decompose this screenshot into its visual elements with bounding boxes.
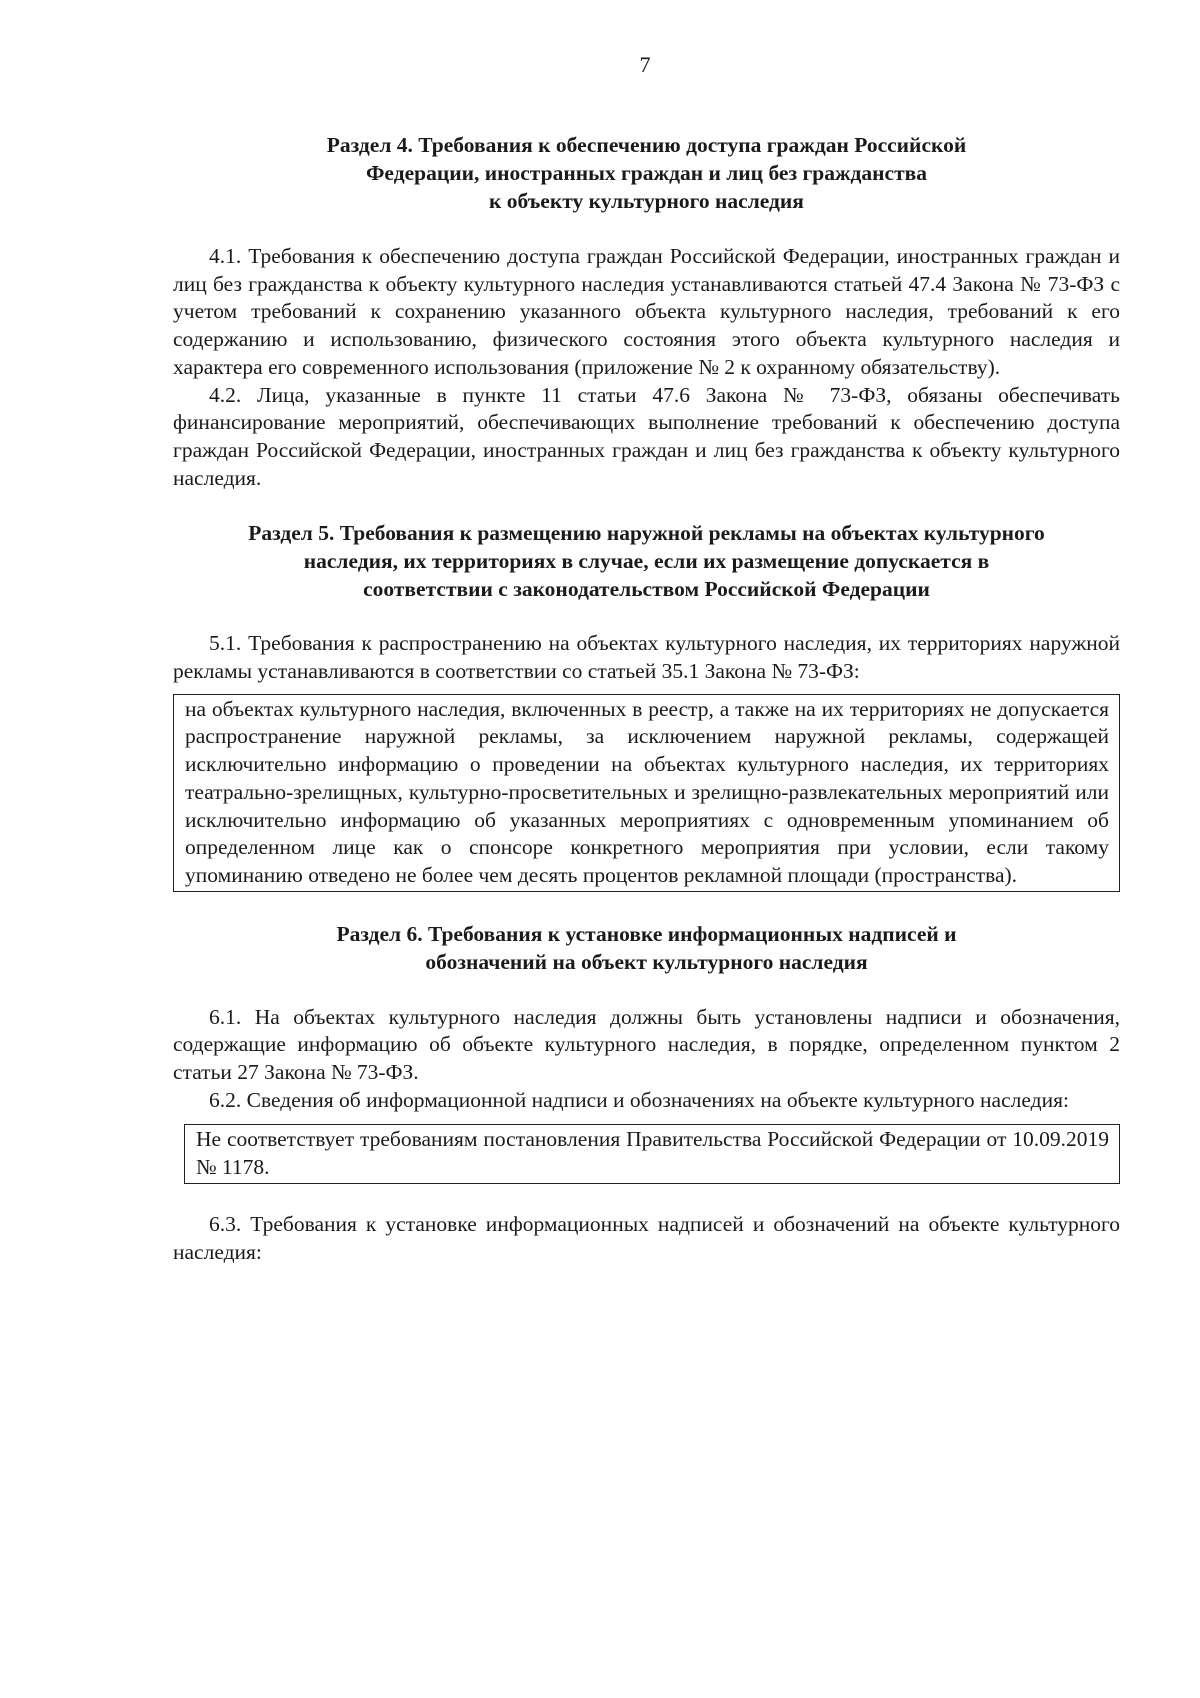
section-6-title-line: Раздел 6. Требования к установке информационных надписей и: [336, 921, 957, 946]
advertising-rule-box: на объектах культурного наследия, включенных в реестр, а также на их территориях не допускается распространение наружной рекламы, за исключением наружной рекламы, содержащей исключительно информацию о проведении на объектах культурного наследия, их территориях театрально-зрелищных, культурно-просветительных и зрелищно-развлекательных мероприятий или исключительно информацию об указанных мероприятиях с одновременным упоминанием об определенном лице как о спонсоре конкретного мероприятия при условии, если такому упоминанию отведено не более чем десять процентов рекламной площади (пространства).: [173, 694, 1120, 892]
paragraph-6-1: 6.1. На объектах культурного наследия должны быть установлены надписи и обозначения, содержащие информацию об объекте культурного наследия, в порядке, определенном пунктом 2 статьи 27 Закона № 73-ФЗ.: [173, 1004, 1120, 1085]
section-5-title-line: наследия, их территориях в случае, если их размещение допускается в: [303, 549, 990, 574]
section-4-title: [173, 131, 1120, 215]
section-5-title-line: соответствии с законодательством Российской Федерации: [363, 577, 930, 602]
section-4-title-line: Раздел 4. Требования к обеспечению доступа граждан Российской: [326, 133, 967, 157]
paragraph-4-2: 4.2. Лица, указанные в пункте 11 статьи 47.6 Закона № 73-ФЗ, обязаны обеспечивать финансирование мероприятий, обеспечивающих выполнение требований к обеспечению доступа граждан Российской Федерации, иностранных граждан и лиц без гражданства к объекту культурного наследия.: [173, 382, 1120, 490]
section-4-title-line: к объекту культурного наследия: [489, 189, 804, 213]
section-6-title: [173, 920, 1120, 976]
section-5-title-line: Раздел 5. Требования к размещению наружной рекламы на объектах культурного: [248, 521, 1045, 546]
document-content: [173, 131, 1120, 1266]
paragraph-6-2: 6.2. Сведения об информационной надписи и обозначениях на объекте культурного наследия:: [209, 1087, 1069, 1112]
page-number: 7: [639, 52, 651, 77]
paragraph-5-1: 5.1. Требования к распространению на объектах культурного наследия, их территориях наружной рекламы устанавливаются в соответствии со статьей 35.1 Закона № 73-ФЗ:: [173, 631, 1120, 684]
paragraph-4-1: 4.1. Требования к обеспечению доступа граждан Российской Федерации, иностранных граждан и лиц без гражданства к объекту культурного наследия устанавливаются статьей 47.4 Закона № 73-ФЗ с учетом требований к сохранению указанного объекта культурного наследия, требований к его содержанию и использованию, физического состояния этого объекта культурного наследия и характера его современного использования (приложение № 2 к охранному обязательству).: [173, 244, 1120, 379]
signage-status-box: Не соответствует требованиям постановления Правительства Российской Федерации от 10.09.2019 № 1178.: [184, 1124, 1120, 1183]
paragraph-6-3: 6.3. Требования к установке информационных надписей и обозначений на объекте культурного наследия:: [173, 1211, 1120, 1264]
section-4-title-line: Федерации, иностранных граждан и лиц без гражданства: [365, 161, 928, 185]
section-6-title-line: обозначений на объект культурного наследия: [425, 949, 868, 974]
section-5-title: [173, 519, 1120, 603]
